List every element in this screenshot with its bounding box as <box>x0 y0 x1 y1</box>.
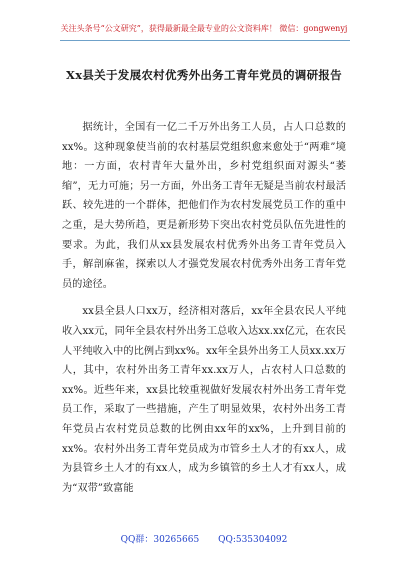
header-banner <box>0 24 408 34</box>
footer-contact <box>0 534 408 546</box>
header-promo-text: 关注头条号“公文研究”，获得最新最全最专业的公文资料库！ <box>60 24 277 33</box>
header-divider <box>60 40 350 41</box>
footer-qq-number: QQ:535304092 <box>218 535 288 545</box>
header-wechat-id: 微信：gongwenyj <box>279 24 348 33</box>
body-paragraph-1: 据统计，全国有一亿二千万外出务工人员，占人口总数的xx%。这种现象使当前的农村基层党组织愈来愈处于“两难”境地：一方面，农村青年大量外出，乡村党组织面对源头“萎缩”，无力可施；另一方面，外出务工青年无疑是当前农村最活跃、较先进的一个群体，把他们作为农村发展党员工作的重中之重，是大势所趋，更是新形势下突出农村党员队伍先进性的要求。为此，我们从xx县发展农村优秀外出务工青年党员入手，解剖麻雀，探索以人才强党发展农村优秀外出务工青年党员的途径。 <box>62 122 346 290</box>
document-title: Xx县关于发展农村优秀外出务工青年党员的调研报告 <box>66 68 342 82</box>
body-paragraph-2: xx县全县人口xx万，经济相对落后，xx年全县农民人平纯收入xx元，同年全县农村外出务工总收入达xx.xx亿元，在农民人平纯收入中的比例占到xx%。xx年全县外出务工人员xx.xx万人，其中，农村外出务工青年xx.xx万人，占农村人口总数的xx%。近些年来，xx县比较重视做好发展农村外出务工青年党员工作，采取了一些措施，产生了明显效果，农村外出务工青年党员占农村党员总数的比例由xx年的xx%，上升到目前的xx%。农村外出务工青年党员成为市管乡土人才的有xx人，成为县管乡土人才的有xx人，成为乡镇管的乡土人才有xx人，成为“双带”致富能 <box>62 306 346 494</box>
footer-qq-group: QQ群：30265665 <box>120 535 200 545</box>
document-body <box>62 118 346 506</box>
